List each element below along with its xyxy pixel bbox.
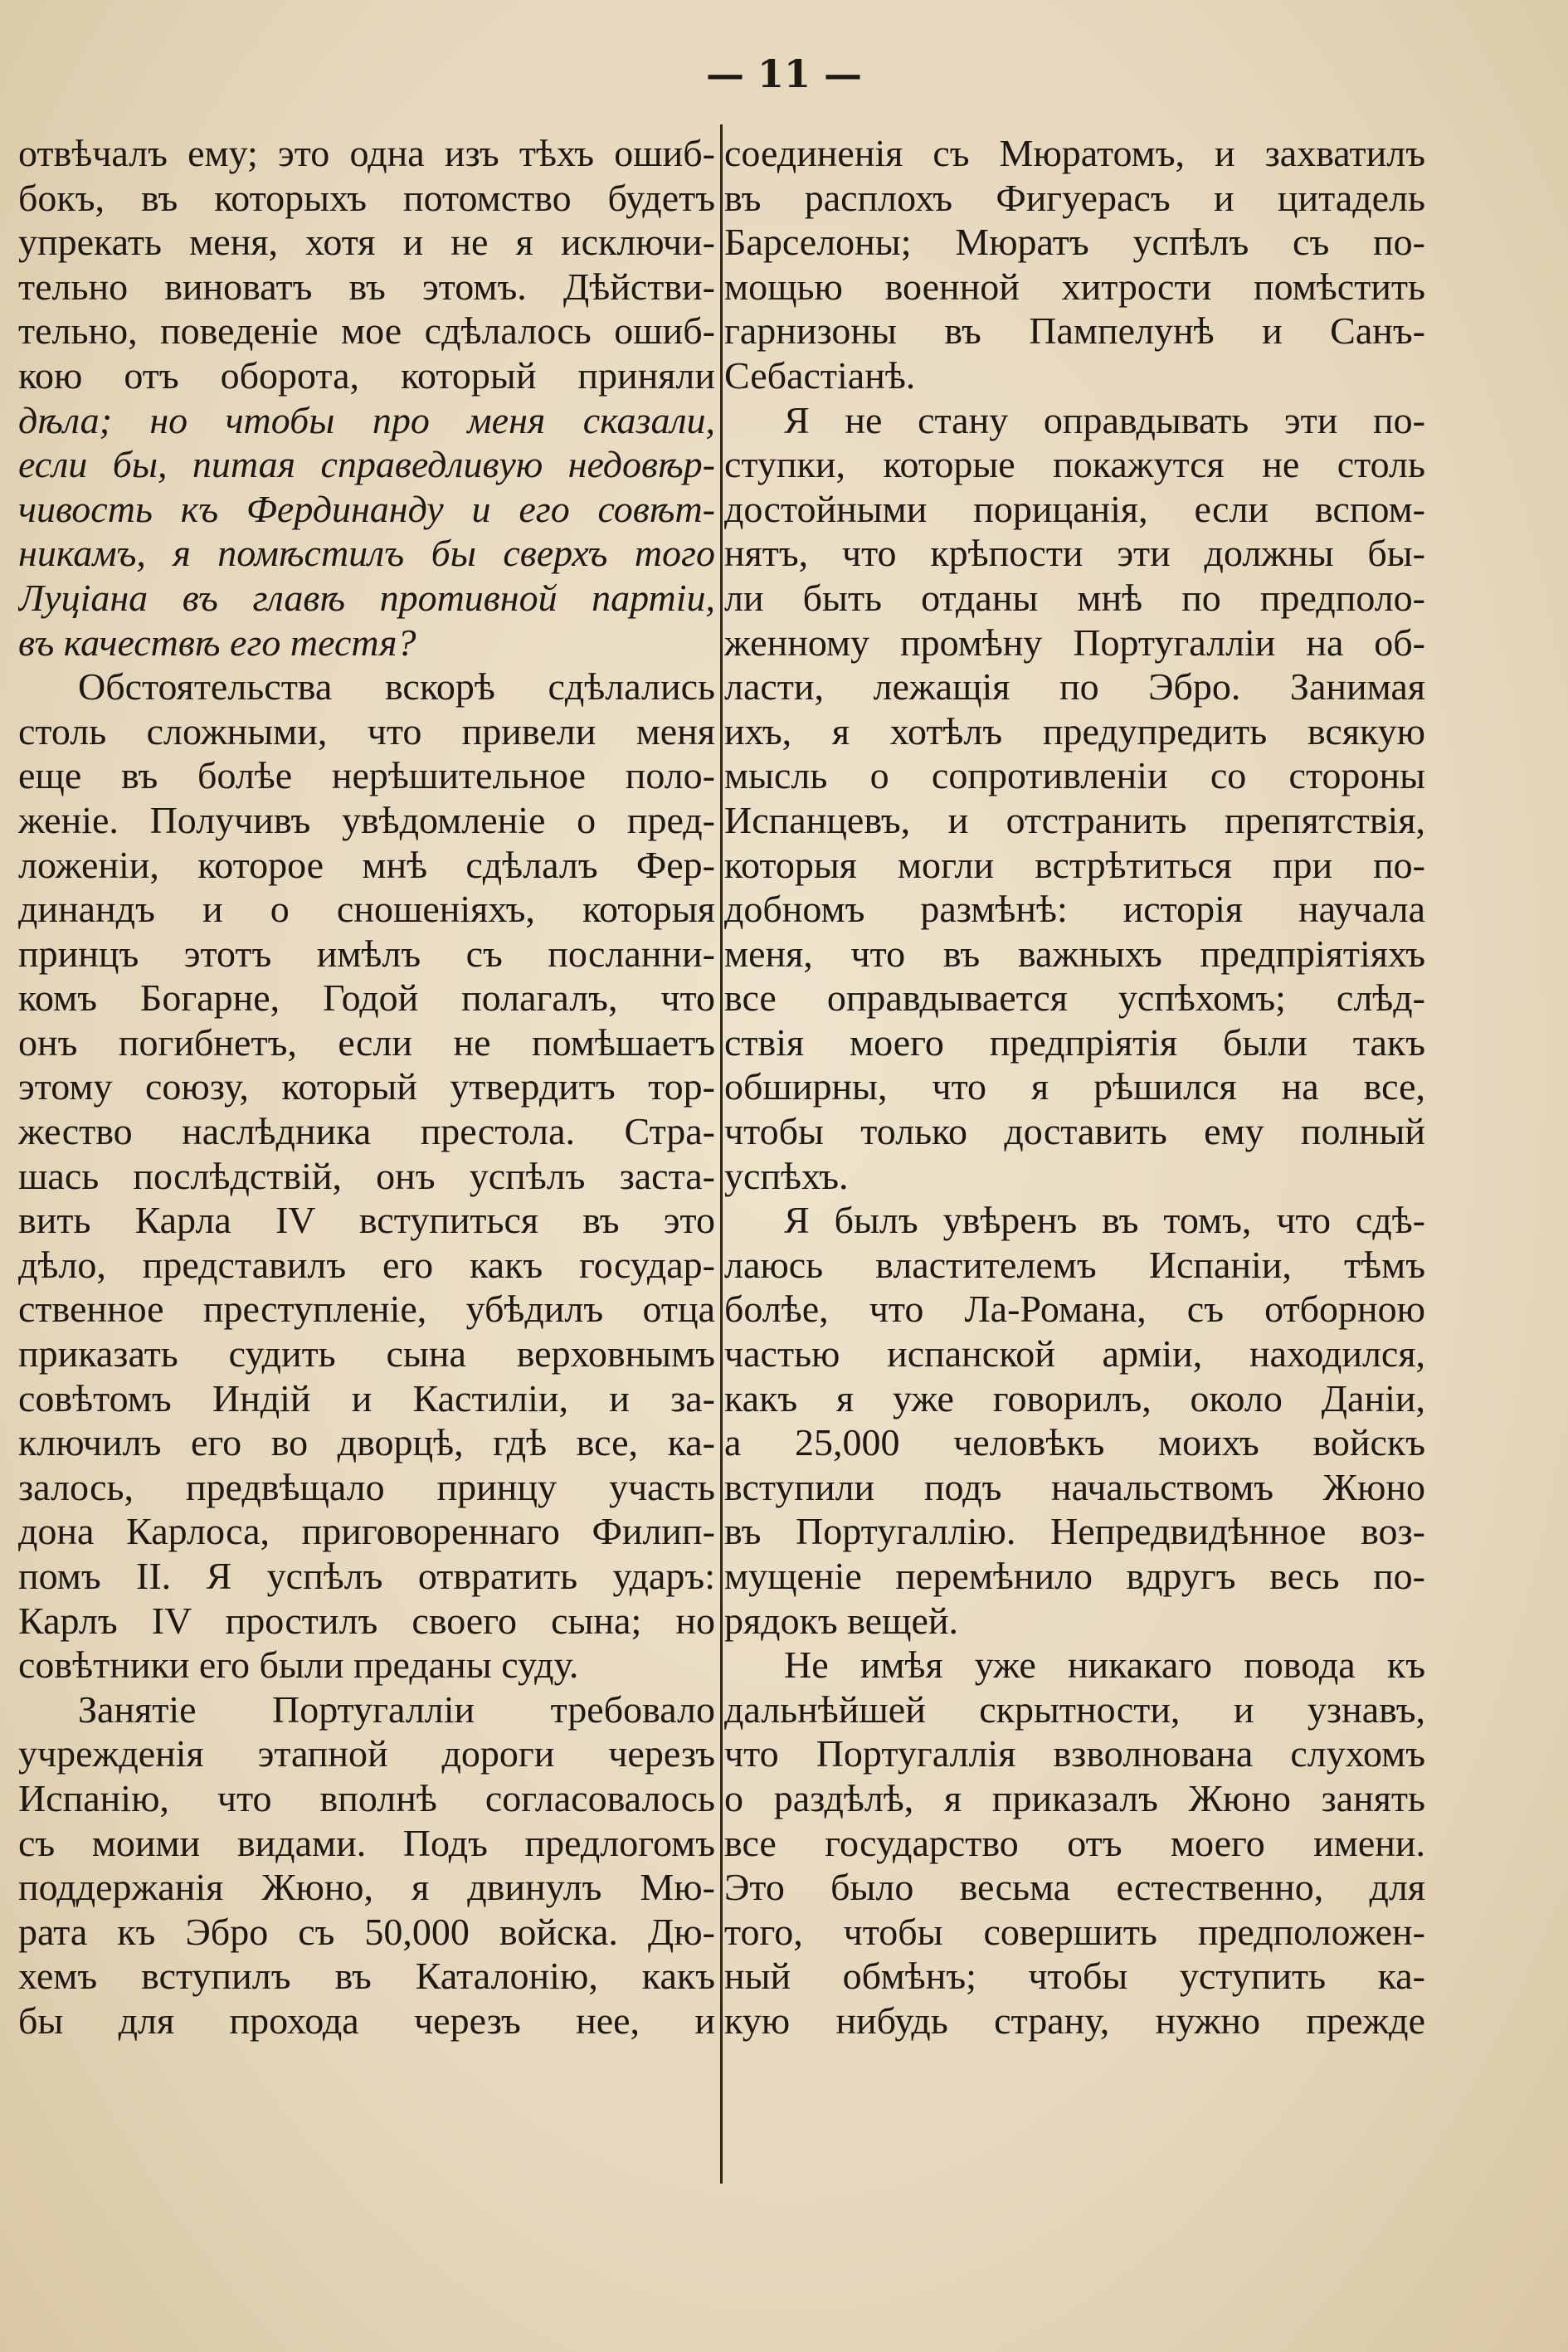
text-line: того, чтобы совершить предположен- — [724, 1910, 1425, 1953]
text-line: помъ II. Я успѣлъ отвратить ударъ: — [18, 1555, 715, 1597]
text-line: совѣтники его были преданы суду. — [18, 1643, 579, 1687]
text-line: все государство отъ моего имени. — [724, 1821, 1425, 1864]
text-line: все оправдывается успѣхомъ; слѣд- — [724, 976, 1425, 1020]
text-line: соединенія съ Мюратомъ, и захватилъ — [724, 132, 1425, 174]
text-line: вступили подъ начальствомъ Жюно — [724, 1465, 1425, 1508]
text-line: хемъ вступилъ въ Каталонію, какъ — [18, 1955, 715, 1998]
text-line: совѣтомъ Индій и Кастиліи, и за- — [18, 1376, 715, 1419]
text-line: въ качествѣ его тестя? — [18, 621, 416, 664]
text-line: еще въ болѣе нерѣшительное поло- — [18, 754, 715, 797]
text-line: Обстоятельства вскорѣ сдѣлались — [78, 665, 715, 709]
text-line: ласти, лежащія по Эбро. Занимая — [724, 665, 1425, 709]
text-line: о раздѣлѣ, я приказалъ Жюно занять — [724, 1776, 1425, 1819]
text-line: чивость къ Фердинанду и его совѣт- — [18, 487, 715, 530]
text-line: которыя могли встрѣтиться при по- — [724, 843, 1425, 886]
text-line: Испанцевъ, и отстранить препятствія, — [724, 798, 1425, 841]
text-line: вить Карла IV вступиться въ это — [18, 1199, 715, 1242]
text-line: шась послѣдствій, онъ успѣлъ заста- — [18, 1154, 715, 1197]
text-line: какъ я уже говорилъ, около Даніи, — [724, 1376, 1425, 1419]
text-line: Это было весьма естественно, для — [724, 1866, 1425, 1909]
text-line: Карлъ IV простилъ своего сына; но — [18, 1599, 715, 1642]
text-line: бокъ, въ которыхъ потомство будетъ — [18, 176, 715, 219]
text-line: мысль о сопротивленіи со стороны — [724, 754, 1425, 797]
text-line: ный обмѣнъ; чтобы уступить ка- — [724, 1955, 1425, 1998]
text-line: частью испанской арміи, находился, — [724, 1332, 1425, 1376]
text-line: ственное преступленіе, убѣдилъ отца — [18, 1288, 715, 1331]
text-line: рата къ Эбро съ 50,000 войска. Дю- — [18, 1910, 715, 1953]
text-line: тельно, поведеніе мое сдѣлалось ошиб- — [18, 309, 715, 353]
text-line: ступки, которые покажутся не столь — [724, 443, 1425, 486]
text-line: достойными порицанія, если вспом- — [724, 487, 1425, 530]
text-line: если бы, питая справедливую недовѣр- — [18, 443, 715, 486]
text-line: чтобы только доставить ему полный — [724, 1110, 1425, 1153]
text-line: ихъ, я хотѣлъ предупредить всякую — [724, 709, 1425, 752]
text-line: мощью военной хитрости помѣстить — [724, 265, 1425, 308]
text-line: женіе. Получивъ увѣдомленіе о пред- — [18, 798, 715, 841]
left-text-column — [18, 131, 715, 2043]
text-line: дона Карлоса, приговореннаго Филип- — [18, 1510, 715, 1553]
text-line: успѣхъ. — [724, 1154, 849, 1197]
text-line: упрекать меня, хотя и не я исключи- — [18, 221, 715, 264]
text-line: отвѣчалъ ему; это одна изъ тѣхъ ошиб- — [18, 132, 715, 174]
text-line: гарнизоны въ Пампелунѣ и Санъ- — [724, 309, 1425, 353]
text-line: Занятіе Португалліи требовало — [78, 1687, 715, 1731]
text-line: принцъ этотъ имѣлъ съ посланни- — [18, 932, 715, 975]
text-line: кую нибудь страну, нужно прежде — [724, 1999, 1425, 2042]
right-text-column — [724, 131, 1425, 2043]
text-line: ключилъ его во дворцѣ, гдѣ все, ка- — [18, 1421, 715, 1464]
text-line: Я былъ увѣренъ въ томъ, что сдѣ- — [784, 1199, 1425, 1242]
text-line: поддержанія Жюно, я двинулъ Мю- — [18, 1866, 715, 1909]
column-divider — [720, 124, 723, 2184]
text-line: динандъ и о сношеніяхъ, которыя — [18, 888, 715, 931]
text-line: Испанію, что вполнѣ согласовалось — [18, 1776, 715, 1819]
text-line: Барселоны; Мюратъ успѣлъ съ по- — [724, 221, 1425, 264]
text-line: мущеніе перемѣнило вдругъ весь по- — [724, 1555, 1425, 1597]
text-line: приказать судить сына верховнымъ — [18, 1332, 715, 1376]
text-line: дальнѣйшей скрытности, и узнавъ, — [724, 1687, 1425, 1731]
text-line: кою отъ оборота, который приняли — [18, 353, 715, 397]
text-line: въ Португаллію. Непредвидѣнное воз- — [724, 1510, 1425, 1553]
text-line: обширны, что я рѣшился на все, — [724, 1065, 1425, 1108]
text-line: ствія моего предпріятія были такъ — [724, 1020, 1425, 1064]
text-line: бы для прохода черезъ нее, и — [18, 1999, 715, 2042]
text-line: меня, что въ важныхъ предпріятіяхъ — [724, 932, 1425, 975]
text-line: этому союзу, который утвердитъ тор- — [18, 1065, 715, 1108]
text-line: Себастіанѣ. — [724, 353, 916, 397]
text-line: дѣло, представилъ его какъ государ- — [18, 1243, 715, 1286]
text-line: нятъ, что крѣпости эти должны бы- — [724, 532, 1425, 575]
text-line: что Португаллія взволнована слухомъ — [724, 1732, 1425, 1775]
text-line: жество наслѣдника престола. Стра- — [18, 1110, 715, 1153]
text-line: добномъ размѣнѣ: исторія научала — [724, 888, 1425, 931]
text-line: никамъ, я помѣстилъ бы сверхъ того — [18, 532, 715, 575]
text-line: съ моими видами. Подъ предлогомъ — [18, 1821, 715, 1864]
text-line: Луціана въ главѣ противной партіи, — [18, 576, 715, 619]
text-line: лаюсь властителемъ Испаніи, тѣмъ — [724, 1243, 1425, 1286]
page-number: — 11 — — [705, 51, 863, 96]
text-line: онъ погибнетъ, если не помѣшаетъ — [18, 1020, 715, 1064]
text-line: женному промѣну Португалліи на об- — [724, 621, 1425, 664]
text-line: а 25,000 человѣкъ моихъ войскъ — [724, 1421, 1425, 1464]
text-line: въ расплохъ Фигуерасъ и цитадель — [724, 176, 1425, 219]
text-line: залось, предвѣщало принцу участь — [18, 1465, 715, 1508]
text-line: учрежденія этапной дороги черезъ — [18, 1732, 715, 1775]
text-line: болѣе, что Ла-Романа, съ отборною — [724, 1288, 1425, 1331]
text-line: тельно виноватъ въ этомъ. Дѣйстви- — [18, 265, 715, 308]
text-line: столь сложными, что привели меня — [18, 709, 715, 752]
text-line: ложеніи, которое мнѣ сдѣлалъ Фер- — [18, 843, 715, 886]
text-line: ли быть отданы мнѣ по предполо- — [724, 576, 1425, 619]
text-line: рядокъ вещей. — [724, 1599, 959, 1642]
text-line: дѣла; но чтобы про меня сказали, — [18, 398, 715, 441]
text-line: Не имѣя уже никакаго повода къ — [784, 1643, 1425, 1687]
text-line: Я не стану оправдывать эти по- — [784, 398, 1425, 441]
text-line: комъ Богарне, Годой полагалъ, что — [18, 976, 715, 1020]
